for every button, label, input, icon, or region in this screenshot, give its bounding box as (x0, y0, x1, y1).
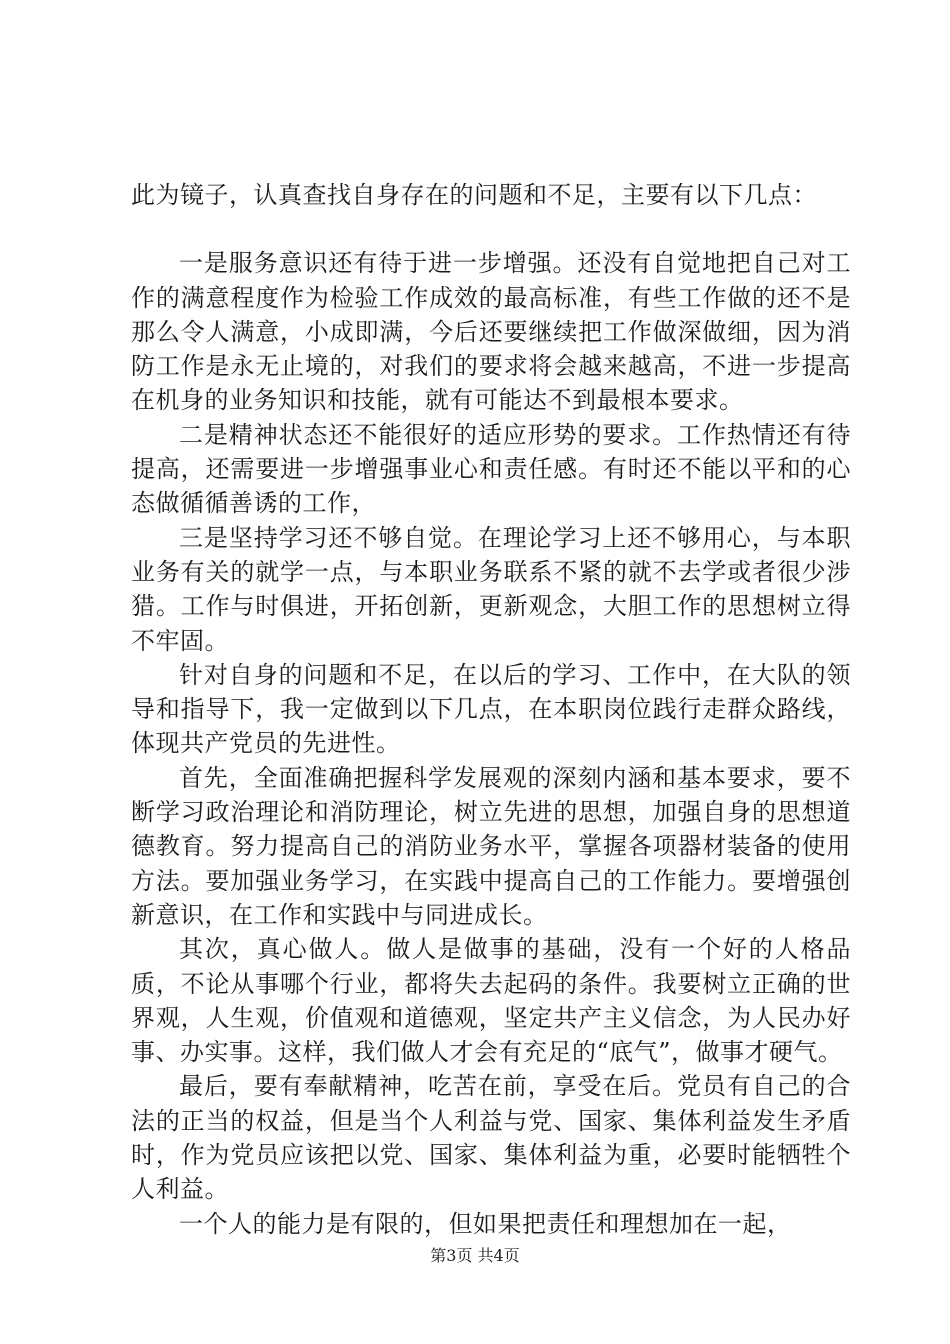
paragraph-service-awareness: 一是服务意识还有待于进一步增强。还没有自觉地把自己对工作的满意程度作为检验工作成效的最高标准，有些工作做的还不是那么令人满意，小成即满，今后还要继续把工作做深做细，因为消防工作是永无止境的，对我们的要求将会越来越高，不进一步提高在机身的业务知识和技能，就有可能达不到最根本要求。 (131, 249, 851, 415)
paragraph-intro: 此为镜子，认真查找自身存在的问题和不足，主要有以下几点： (131, 181, 817, 209)
paragraph-mental-state: 二是精神状态还不能很好的适应形势的要求。工作热情还有待提高，还需要进一步增强事业心和责任感。有时还不能以平和的心态做循循善诱的工作， (131, 420, 851, 518)
document-body (131, 178, 851, 1241)
paragraph-first: 首先，全面准确把握科学发展观的深刻内涵和基本要求，要不断学习政治理论和消防理论，树立先进的思想，加强自身的思想道德教育。努力提高自己的消防业务水平，掌握各项器材装备的使用方法。要加强业务学习，在实践中提高自己的工作能力。要增强创新意识，在工作和实践中与同进成长。 (131, 763, 851, 929)
paragraph-closing: 一个人的能力是有限的，但如果把责任和理想加在一起， (179, 1209, 792, 1238)
paragraph-study: 三是坚持学习还不够自觉。在理论学习上还不够用心，与本职业务有关的就学一点，与本职业务联系不紧的就不去学或者很少涉猎。工作与时俱进，开拓创新，更新观念，大胆工作的思想树立得不牢固。 (131, 523, 851, 655)
paragraph-second: 其次，真心做人。做人是做事的基础，没有一个好的人格品质，不论从事哪个行业，都将失去起码的条件。我要树立正确的世界观，人生观，价值观和道德观，坚定共产主义信念，为人民办好事、办实事。这样，我们做人才会有充足的“底气”，做事才硬气。 (131, 935, 851, 1067)
paragraph-improvement: 针对自身的问题和不足，在以后的学习、工作中，在大队的领导和指导下，我一定做到以下几点，在本职岗位践行走群众路线，体现共产党员的先进性。 (131, 660, 851, 758)
paragraph-last: 最后，要有奉献精神，吃苦在前，享受在后。党员有自己的合法的正当的权益，但是当个人利益与党、国家、集体利益发生矛盾时，作为党员应该把以党、国家、集体利益为重，必要时能牺牲个人利益。 (131, 1072, 851, 1204)
page-number-footer: 第3页 共4页 (430, 1246, 520, 1265)
